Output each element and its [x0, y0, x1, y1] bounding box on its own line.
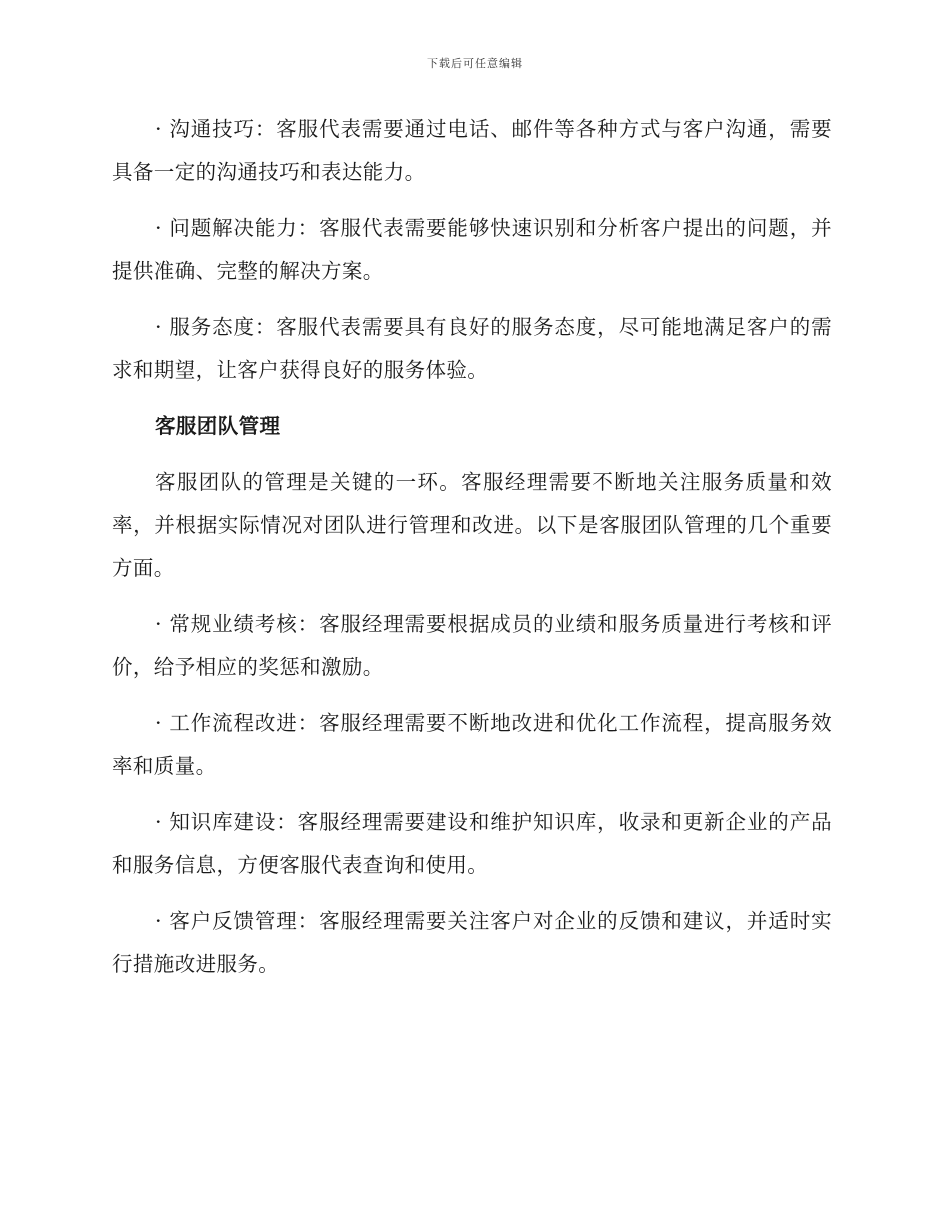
bullet-workflow-improvement: · 工作流程改进：客服经理需要不断地改进和优化工作流程，提高服务效率和质量。: [112, 711, 832, 778]
document-body: [112, 108, 832, 999]
bullet-service-attitude: · 服务态度：客服代表需要具有良好的服务态度，尽可能地满足客户的需求和期望，让客户获得良好的服务体验。: [112, 315, 832, 382]
bullet-problem-solving: · 问题解决能力：客服代表需要能够快速识别和分析客户提出的问题，并提供准确、完整的解决方案。: [112, 216, 832, 283]
header-note: 下载后可任意编辑: [427, 57, 523, 70]
bullet-feedback-management: · 客户反馈管理：客服经理需要关注客户对企业的反馈和建议，并适时实行措施改进服务。: [112, 909, 832, 976]
bullet-knowledge-base: · 知识库建设：客服经理需要建设和维护知识库，收录和更新企业的产品和服务信息，方便客服代表查询和使用。: [112, 810, 832, 877]
section-intro-paragraph: 客服团队的管理是关键的一环。客服经理需要不断地关注服务质量和效率，并根据实际情况对团队进行管理和改进。以下是客服团队管理的几个重要方面。: [112, 470, 832, 580]
bullet-communication-skills: · 沟通技巧：客服代表需要通过电话、邮件等各种方式与客户沟通，需要具备一定的沟通技巧和表达能力。: [112, 117, 832, 184]
bullet-performance-review: · 常规业绩考核：客服经理需要根据成员的业绩和服务质量进行考核和评价，给予相应的奖惩和激励。: [112, 612, 832, 679]
section-heading: 客服团队管理: [155, 414, 281, 438]
